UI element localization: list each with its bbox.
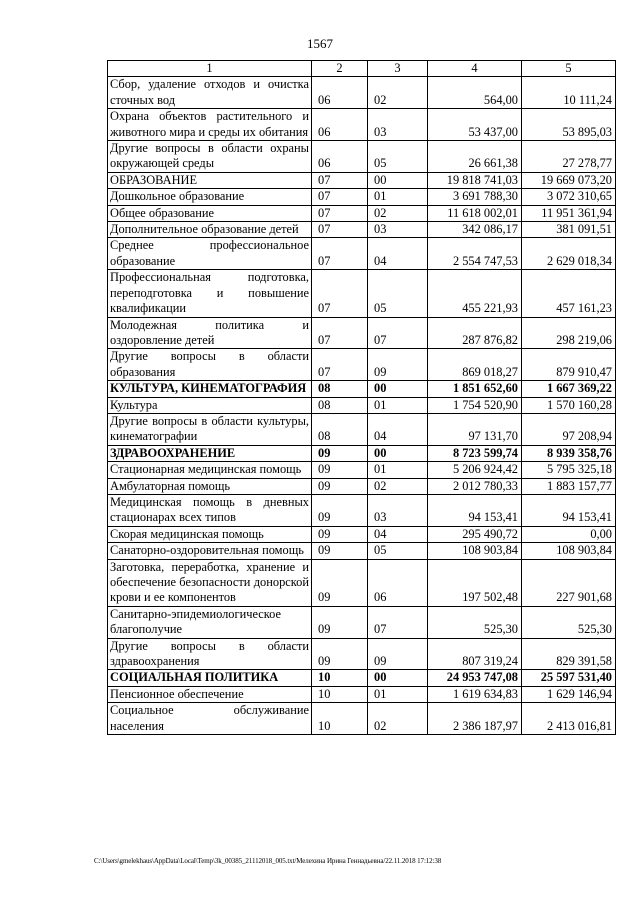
row-name-cell: Профессиональная подготовка, переподготовка и повышение квалификации: [108, 270, 312, 317]
row-value-col5-cell: 19 669 073,20: [522, 172, 616, 188]
row-value-col5-cell: 1 667 369,22: [522, 381, 616, 397]
row-subsection-cell: 01: [368, 189, 428, 205]
row-value-col4-cell: 53 437,00: [428, 109, 522, 141]
row-name-cell: Скорая медицинская помощь: [108, 526, 312, 542]
row-name-cell: Другие вопросы в области охраны окружающей среды: [108, 141, 312, 173]
row-subsection-cell: 04: [368, 413, 428, 445]
row-subsection-cell: 00: [368, 172, 428, 188]
row-subsection-cell: 01: [368, 462, 428, 478]
row-section-cell: 09: [312, 526, 368, 542]
row-section-cell: 08: [312, 381, 368, 397]
row-name-cell: Другие вопросы в области образования: [108, 349, 312, 381]
row-subsection-cell: 03: [368, 109, 428, 141]
row-value-col4-cell: 97 131,70: [428, 413, 522, 445]
row-section-cell: 07: [312, 222, 368, 238]
row-name-cell: КУЛЬТУРА, КИНЕМАТОГРАФИЯ: [108, 381, 312, 397]
row-section-cell: 08: [312, 413, 368, 445]
row-name-cell: ОБРАЗОВАНИЕ: [108, 172, 312, 188]
table-row: [108, 270, 616, 317]
row-value-col4-cell: 11 618 002,01: [428, 205, 522, 221]
row-section-cell: 07: [312, 317, 368, 349]
row-name-cell: Социальное обслуживание населения: [108, 703, 312, 735]
row-value-col4-cell: 108 903,84: [428, 543, 522, 559]
row-subsection-cell: 01: [368, 686, 428, 702]
row-section-cell: 07: [312, 238, 368, 270]
row-section-cell: 09: [312, 494, 368, 526]
row-value-col5-cell: 53 895,03: [522, 109, 616, 141]
row-value-col4-cell: 2 386 187,97: [428, 703, 522, 735]
row-subsection-cell: 00: [368, 670, 428, 686]
row-name-cell: Стационарная медицинская помощь: [108, 462, 312, 478]
row-value-col4-cell: 3 691 788,30: [428, 189, 522, 205]
row-name-cell: Сбор, удаление отходов и очистка сточных вод: [108, 77, 312, 109]
row-name-cell: Другие вопросы в области культуры, кинематографии: [108, 413, 312, 445]
row-value-col4-cell: 197 502,48: [428, 559, 522, 606]
row-value-col5-cell: 1 629 146,94: [522, 686, 616, 702]
row-value-col4-cell: 94 153,41: [428, 494, 522, 526]
row-name-cell: Дополнительное образование детей: [108, 222, 312, 238]
row-section-cell: 07: [312, 189, 368, 205]
row-value-col5-cell: 227 901,68: [522, 559, 616, 606]
table-row: [108, 445, 616, 461]
row-subsection-cell: 03: [368, 222, 428, 238]
row-name-cell: Пенсионное обеспечение: [108, 686, 312, 702]
row-name-cell: Медицинская помощь в дневных стационарах всех типов: [108, 494, 312, 526]
row-value-col4-cell: 564,00: [428, 77, 522, 109]
row-value-col5-cell: 1 883 157,77: [522, 478, 616, 494]
row-section-cell: 06: [312, 109, 368, 141]
row-value-col5-cell: 829 391,58: [522, 638, 616, 670]
row-value-col4-cell: 19 818 741,03: [428, 172, 522, 188]
table-header-row: [108, 61, 616, 77]
table-row: [108, 381, 616, 397]
row-name-cell: Санаторно-оздоровительная помощь: [108, 543, 312, 559]
row-name-cell: Среднее профессиональное образование: [108, 238, 312, 270]
row-subsection-cell: 00: [368, 445, 428, 461]
row-subsection-cell: 02: [368, 703, 428, 735]
row-section-cell: 09: [312, 559, 368, 606]
row-value-col5-cell: 27 278,77: [522, 141, 616, 173]
row-subsection-cell: 06: [368, 559, 428, 606]
row-subsection-cell: 03: [368, 494, 428, 526]
row-value-col4-cell: 455 221,93: [428, 270, 522, 317]
row-section-cell: 07: [312, 270, 368, 317]
row-value-col5-cell: 97 208,94: [522, 413, 616, 445]
table-row: [108, 606, 616, 638]
row-value-col4-cell: 295 490,72: [428, 526, 522, 542]
row-value-col4-cell: 807 319,24: [428, 638, 522, 670]
row-value-col5-cell: 298 219,06: [522, 317, 616, 349]
row-section-cell: 09: [312, 445, 368, 461]
table-row: [108, 686, 616, 702]
row-value-col5-cell: 1 570 160,28: [522, 397, 616, 413]
row-name-cell: Амбулаторная помощь: [108, 478, 312, 494]
row-name-cell: Санитарно-эпидемиологическое благополучие: [108, 606, 312, 638]
row-subsection-cell: 01: [368, 397, 428, 413]
table-row: [108, 222, 616, 238]
row-value-col5-cell: 10 111,24: [522, 77, 616, 109]
header-col-4: 4: [428, 61, 522, 77]
row-value-col4-cell: 1 754 520,90: [428, 397, 522, 413]
row-section-cell: 06: [312, 77, 368, 109]
row-subsection-cell: 04: [368, 238, 428, 270]
row-value-col4-cell: 24 953 747,08: [428, 670, 522, 686]
row-value-col4-cell: 26 661,38: [428, 141, 522, 173]
table-row: [108, 205, 616, 221]
row-name-cell: Дошкольное образование: [108, 189, 312, 205]
row-value-col4-cell: 869 018,27: [428, 349, 522, 381]
row-section-cell: 07: [312, 205, 368, 221]
table-row: [108, 543, 616, 559]
table-row: [108, 478, 616, 494]
table-row: [108, 189, 616, 205]
table-row: [108, 413, 616, 445]
row-section-cell: 07: [312, 349, 368, 381]
table-row: [108, 703, 616, 735]
row-value-col5-cell: 2 629 018,34: [522, 238, 616, 270]
row-subsection-cell: 02: [368, 77, 428, 109]
row-value-col5-cell: 457 161,23: [522, 270, 616, 317]
table-row: [108, 238, 616, 270]
row-value-col4-cell: 1 851 652,60: [428, 381, 522, 397]
table-row: [108, 526, 616, 542]
table-row: [108, 670, 616, 686]
header-col-2: 2: [312, 61, 368, 77]
row-value-col5-cell: 879 910,47: [522, 349, 616, 381]
row-subsection-cell: 05: [368, 270, 428, 317]
row-name-cell: Другие вопросы в области здравоохранения: [108, 638, 312, 670]
row-section-cell: 09: [312, 543, 368, 559]
table-row: [108, 494, 616, 526]
row-value-col5-cell: 108 903,84: [522, 543, 616, 559]
row-name-cell: Общее образование: [108, 205, 312, 221]
row-name-cell: ЗДРАВООХРАНЕНИЕ: [108, 445, 312, 461]
row-value-col5-cell: 381 091,51: [522, 222, 616, 238]
row-name-cell: Охрана объектов растительного и животного мира и среды их обитания: [108, 109, 312, 141]
row-section-cell: 08: [312, 397, 368, 413]
row-section-cell: 07: [312, 172, 368, 188]
row-subsection-cell: 07: [368, 317, 428, 349]
table-row: [108, 638, 616, 670]
row-value-col4-cell: 287 876,82: [428, 317, 522, 349]
row-value-col4-cell: 5 206 924,42: [428, 462, 522, 478]
row-value-col4-cell: 2 012 780,33: [428, 478, 522, 494]
row-value-col5-cell: 25 597 531,40: [522, 670, 616, 686]
table-row: [108, 462, 616, 478]
row-section-cell: 09: [312, 462, 368, 478]
row-section-cell: 10: [312, 703, 368, 735]
row-section-cell: 06: [312, 141, 368, 173]
row-subsection-cell: 02: [368, 205, 428, 221]
header-col-1: 1: [108, 61, 312, 77]
row-section-cell: 09: [312, 478, 368, 494]
row-value-col4-cell: 1 619 634,83: [428, 686, 522, 702]
row-subsection-cell: 05: [368, 141, 428, 173]
row-section-cell: 09: [312, 638, 368, 670]
row-subsection-cell: 09: [368, 638, 428, 670]
table-row: [108, 397, 616, 413]
row-value-col5-cell: 3 072 310,65: [522, 189, 616, 205]
row-subsection-cell: 02: [368, 478, 428, 494]
row-value-col5-cell: 94 153,41: [522, 494, 616, 526]
row-section-cell: 10: [312, 670, 368, 686]
header-col-3: 3: [368, 61, 428, 77]
table-row: [108, 172, 616, 188]
row-name-cell: Культура: [108, 397, 312, 413]
header-col-5: 5: [522, 61, 616, 77]
row-subsection-cell: 05: [368, 543, 428, 559]
row-section-cell: 10: [312, 686, 368, 702]
row-value-col5-cell: 0,00: [522, 526, 616, 542]
row-value-col5-cell: 11 951 361,94: [522, 205, 616, 221]
row-value-col4-cell: 2 554 747,53: [428, 238, 522, 270]
row-subsection-cell: 00: [368, 381, 428, 397]
row-value-col4-cell: 525,30: [428, 606, 522, 638]
row-name-cell: Молодежная политика и оздоровление детей: [108, 317, 312, 349]
table-row: [108, 559, 616, 606]
row-subsection-cell: 07: [368, 606, 428, 638]
row-section-cell: 09: [312, 606, 368, 638]
row-value-col4-cell: 342 086,17: [428, 222, 522, 238]
table-row: [108, 349, 616, 381]
row-subsection-cell: 09: [368, 349, 428, 381]
row-value-col5-cell: 8 939 358,76: [522, 445, 616, 461]
row-name-cell: СОЦИАЛЬНАЯ ПОЛИТИКА: [108, 670, 312, 686]
row-name-cell: Заготовка, переработка, хранение и обеспечение безопасности донорской крови и ее компонентов: [108, 559, 312, 606]
row-value-col5-cell: 5 795 325,18: [522, 462, 616, 478]
row-subsection-cell: 04: [368, 526, 428, 542]
table-row: [108, 141, 616, 173]
table-row: [108, 109, 616, 141]
row-value-col5-cell: 2 413 016,81: [522, 703, 616, 735]
row-value-col4-cell: 8 723 599,74: [428, 445, 522, 461]
page-number: 1567: [307, 36, 333, 51]
budget-table: [107, 60, 616, 735]
table-row: [108, 77, 616, 109]
row-value-col5-cell: 525,30: [522, 606, 616, 638]
footer-file-path: C:\Users\gmelekhaus\AppData\Local\Temp\3k_00385_21112018_005.txt/Мелехина Ирина Геннадьевна/22.11.2018 17:12:38: [94, 857, 442, 865]
table-row: [108, 317, 616, 349]
